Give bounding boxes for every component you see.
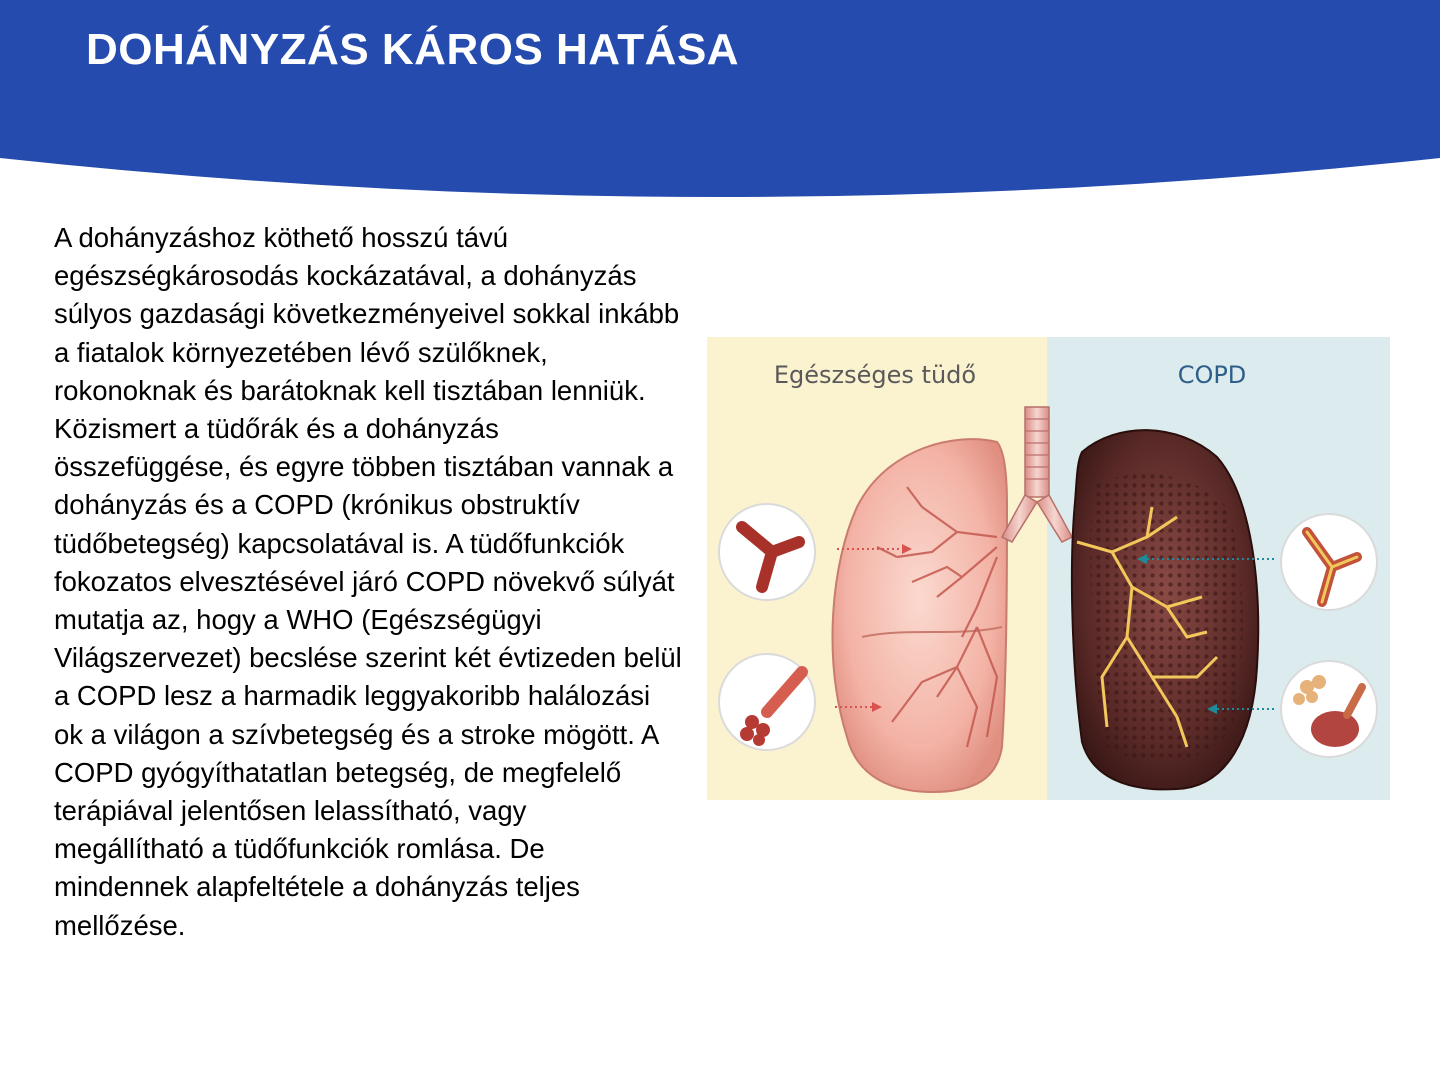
- lung-illustration: [707, 337, 1390, 800]
- lung-comparison-figure: [707, 337, 1390, 800]
- slide-title: DOHÁNYZÁS KÁROS HATÁSA: [86, 25, 740, 74]
- body-paragraph: A dohányzáshoz köthető hosszú távú egészségkárosodás kockázatával, a dohányzás súlyos gazdasági következményeivel sokkal inkább a fiatalok környezetében lévő szülőknek, rokonoknak és barátoknak kell tisztában lenniük. Közismert a tüdőrák és a dohányzás összefüggése, és egyre többen tisztában vannak a dohányzás és a COPD (krónikus obstruktív tüdőbetegség) kapcsolatával is. A tüdőfunkciók fokozatos elvesztésével járó COPD növekvő súlyát mutatja az, hogy a WHO (Egészségügyi Világszervezet) becslése szerint két évtizeden belül a COPD lesz a harmadik leggyakoribb halálozási ok a világon a szívbetegség és a stroke mögött. A COPD gyógyíthatatlan betegség, de megfelelő terápiával jelentősen lelassítható, vagy megállítható a tüdőfunkciók romlása. De mindennek alapfeltétele a dohányzás teljes mellőzése.: [54, 222, 682, 941]
- trachea: [1025, 407, 1049, 497]
- healthy-lung-label: Egészséges tüdő: [773, 361, 977, 389]
- copd-label: COPD: [1177, 361, 1247, 389]
